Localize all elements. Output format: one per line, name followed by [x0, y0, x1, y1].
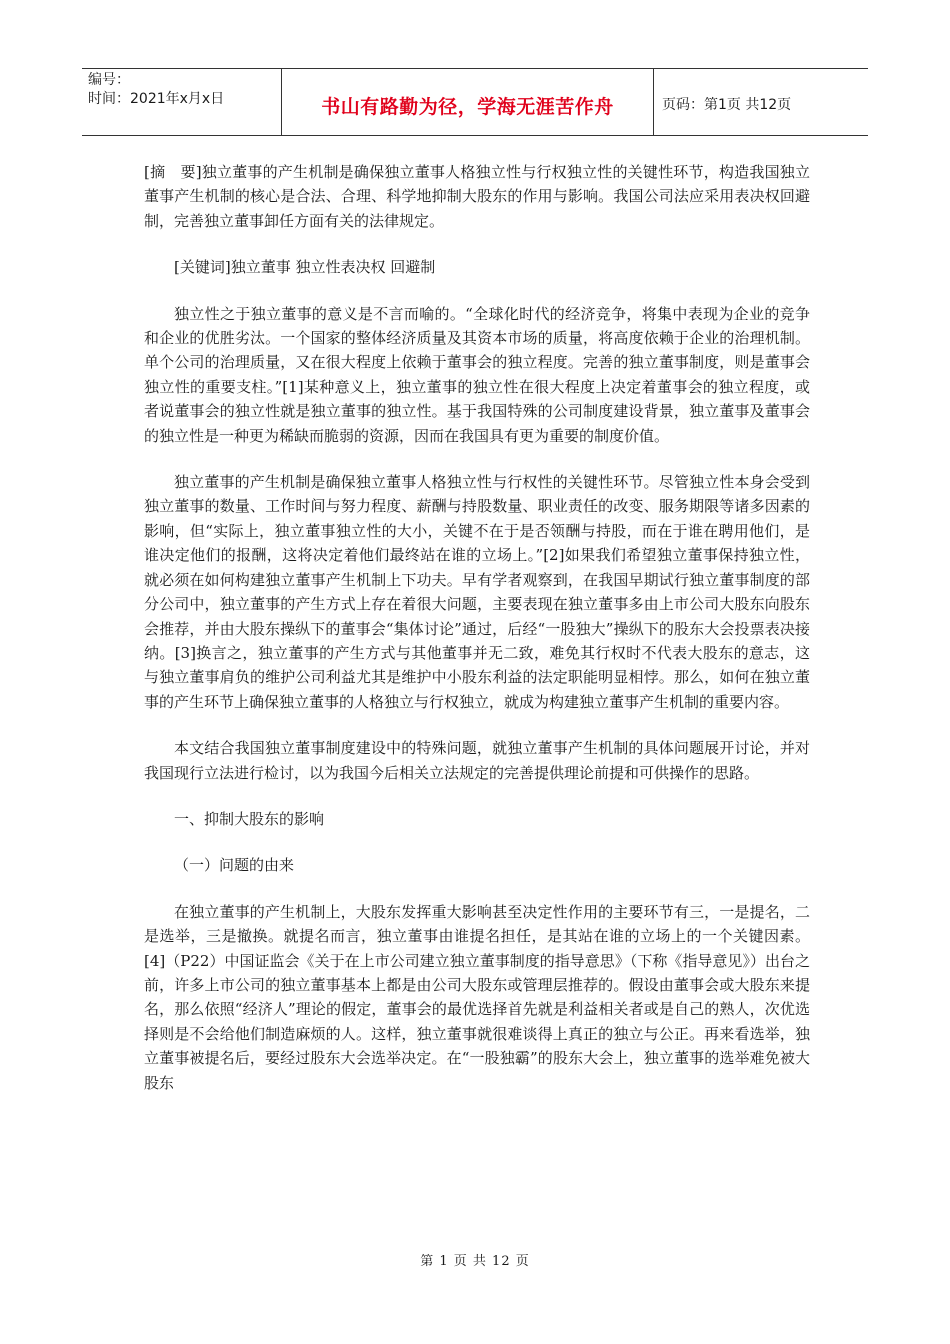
body-paragraph-3: 本文结合我国独立董事制度建设中的特殊问题，就独立董事产生机制的具体问题展开讨论，并对我国现行立法进行检讨，以为我国今后相关立法规定的完善提供理论前提和可供操作的思路。: [144, 739, 810, 782]
section-heading-1-1: （一）问题的由来: [174, 856, 295, 875]
header-page-cell: [654, 69, 868, 135]
date-label: 时间：2021年x月x日: [88, 91, 225, 107]
keywords-paragraph: [关键词]独立董事 独立性表决权 回避制: [174, 258, 436, 277]
document-header: [82, 68, 868, 136]
section-heading-1: 一、抑制大股东的影响: [174, 809, 325, 828]
header-meta: [82, 69, 282, 135]
page-footer: 第 1 页 共 12 页: [420, 1254, 530, 1269]
body-paragraph-2: 独立董事的产生机制是确保独立董事人格独立性与行权性的关键性环节。尽管独立性本身会受到独立董事的数量、工作时间与努力程度、薪酬与持股数量、职业责任的改变、服务期限等诸多因素的影响，但“实际上，独立董事独立性的大小，关键不在于是否领酬与持股，而在于谁在聘用他们，是谁决定他们的报酬，这将决定着他们最终站在谁的立场上。”[2]如果我们希望独立董事保持独立性，就必须在如何构建独立董事产生机制上下功夫。早有学者观察到，在我国早期试行独立董事制度的部分公司中，独立董事的产生方式上存在着很大问题，主要表现在独立董事多由上市公司大股东向股东会推荐，并由大股东操纵下的董事会“集体讨论”通过，后经“一股独大”操纵下的股东大会投票表决接纳。[3]换言之，独立董事的产生方式与其他董事并无二致，难免其行权时不代表大股东的意志，这与独立董事肩负的维护公司利益尤其是维护中小股东利益的法定职能明显相悖。那么，如何在独立董事的产生环节上确保独立董事的人格独立与行权独立，就成为构建独立董事产生机制的重要内容。: [144, 473, 810, 711]
document-body: [144, 160, 810, 1117]
body-paragraph-4: 在独立董事的产生机制上，大股东发挥重大影响甚至决定性作用的主要环节有三，一是提名，二是选举，三是撤换。就提名而言，独立董事由谁提名担任，是其站在谁的立场上的一个关键因素。[4]（P22）中国证监会《关于在上市公司建立独立董事制度的指导意思》（下称《指导意见》）出台之前，许多上市公司的独立董事基本上都是由公司大股东或管理层推荐的。假设由董事会或大股东来提名，那么依照“经济人”理论的假定，董事会的最优选择首先就是利益相关者或是自己的熟人，次优选择则是不会给他们制造麻烦的人。这样，独立董事就很难谈得上真正的独立与公正。再来看选举，独立董事被提名后，要经过股东大会选举决定。在“一股独霸”的股东大会上，独立董事的选举难免被大股东: [144, 902, 810, 1092]
motto-text: 书山有路勤为径，学海无涯苦作舟: [321, 95, 614, 118]
body-paragraph-1: 独立性之于独立董事的意义是不言而喻的。“全球化时代的经济竞争，将集中表现为企业的竞争和企业的优胜劣汰。一个国家的整体经济质量及其资本市场的质量，将高度依赖于企业的治理机制。单个公司的治理质量，又在很大程度上依赖于董事会的独立程度。完善的独立董事制度，则是董事会独立性的重要支柱。”[1]某种意义上，独立董事的独立性在很大程度上决定着董事会的独立程度，或者说董事会的独立性就是独立董事的独立性。基于我国特殊的公司制度建设背景，独立董事及董事会的独立性是一种更为稀缺而脆弱的资源，因而在我国具有更为重要的制度价值。: [144, 304, 810, 445]
number-label: 编号：: [88, 72, 130, 88]
page-info: 页码：第1页 共12页: [662, 97, 792, 113]
abstract-paragraph: [摘 要]独立董事的产生机制是确保独立董事人格独立性与行权独立性的关键性环节，构造我国独立董事产生机制的核心是合法、合理、科学地抑制大股东的作用与影响。我国公司法应采用表决权回避制，完善独立董事卸任方面有关的法律规定。: [144, 163, 810, 230]
header-motto-cell: [282, 69, 654, 135]
